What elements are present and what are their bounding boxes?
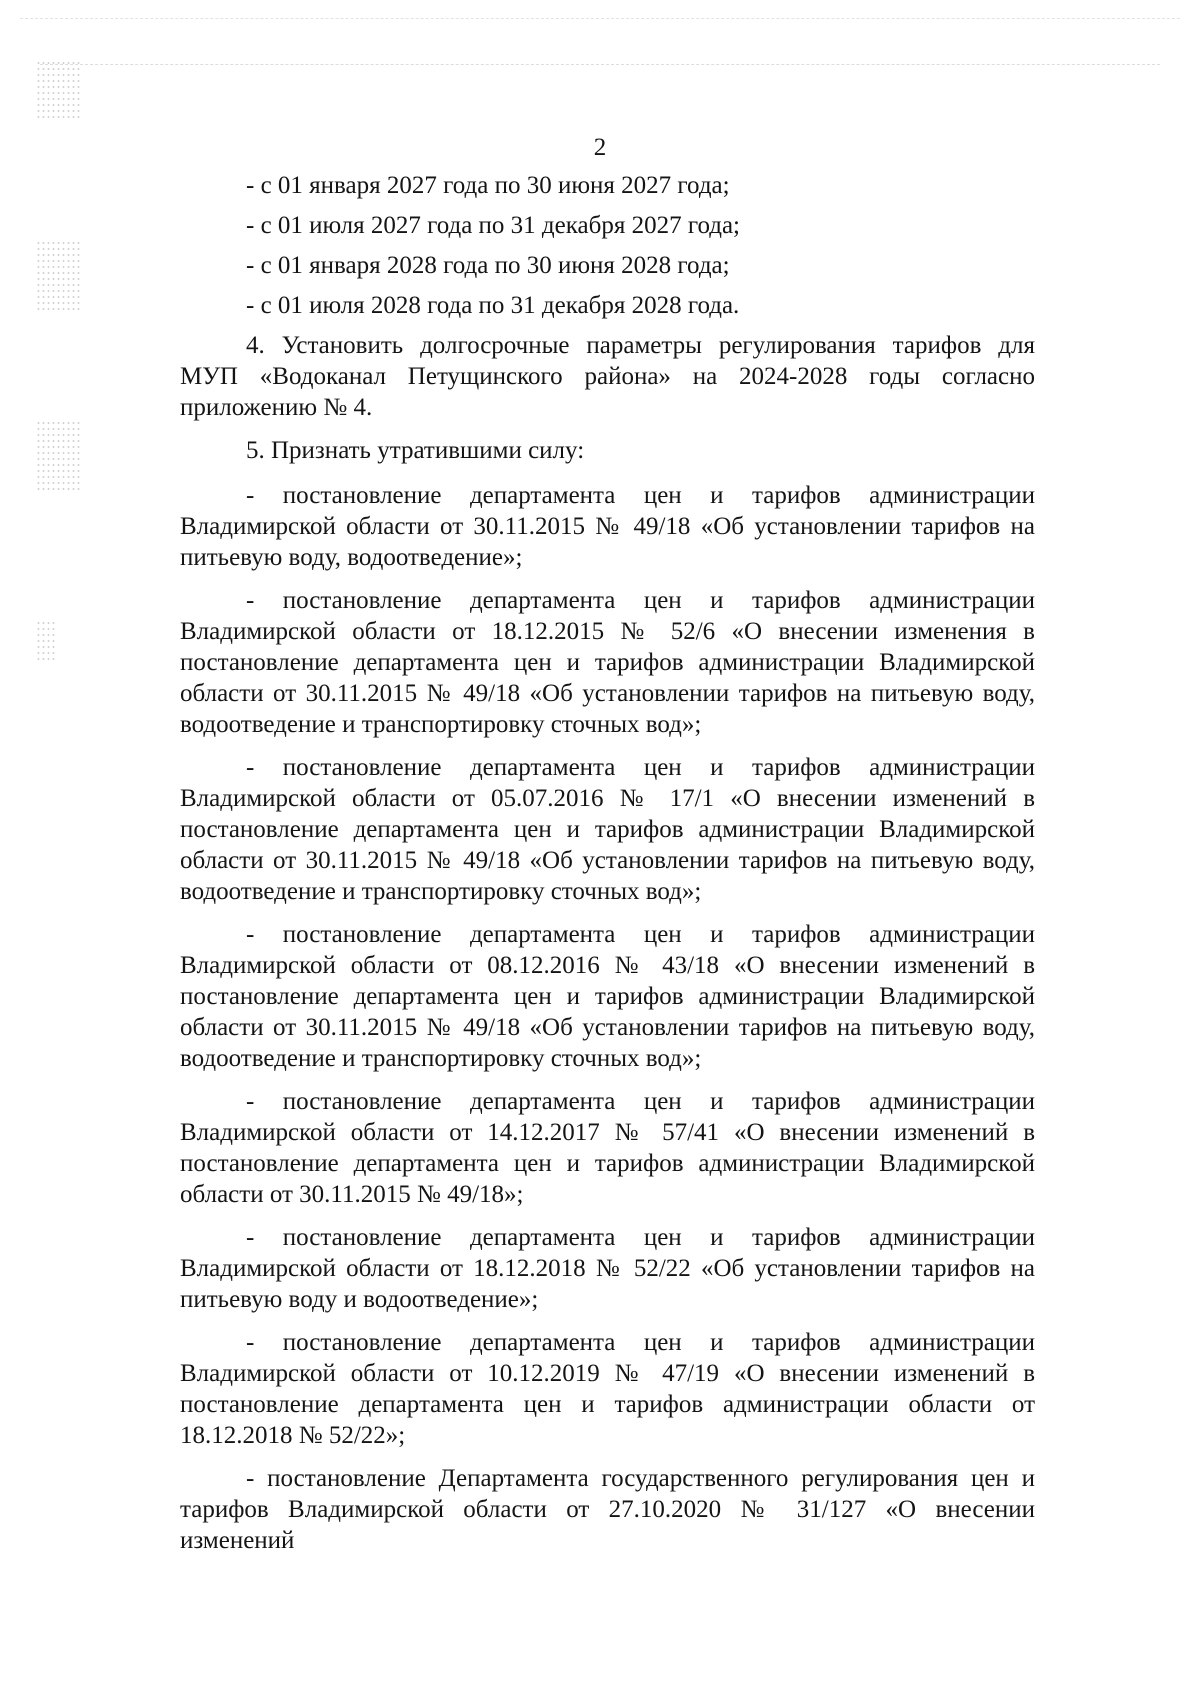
page-number: 2	[593, 134, 607, 161]
repealed-item-1: - постановление департамента цен и тарифов администрации Владимирской области от 30.11.2015 № 49/18 «Об установлении тарифов на питьевую воду, водоотведение»;	[180, 482, 1035, 571]
scan-speckles-1	[36, 60, 80, 120]
repealed-list	[180, 480, 1035, 1556]
repealed-item-7: - постановление департамента цен и тарифов администрации Владимирской области от 10.12.2019 № 47/19 «О внесении изменений в постановление департамента цен и тарифов администрации области от 18.12.2018 № 52/22»;	[180, 1329, 1035, 1449]
repealed-item-3: - постановление департамента цен и тарифов администрации Владимирской области от 05.07.2016 № 17/1 «О внесении изменений в постановление департамента цен и тарифов администрации Владимирской области от 30.11.2015 № 49/18 «Об установлении тарифов на питьевую воду, водоотведение и транспортировку сточных вод»;	[180, 754, 1035, 905]
clause-4: 4. Установить долгосрочные параметры регулирования тарифов для МУП «Водоканал Петущинского района» на 2024-2028 годы согласно приложению № 4.	[180, 332, 1035, 421]
period-item-3: - с 01 января 2028 года по 30 июня 2028 года;	[246, 252, 730, 279]
period-list	[180, 170, 1035, 321]
scan-speckles-2	[36, 240, 80, 310]
clause-5-heading: 5. Признать утратившими силу:	[246, 437, 585, 464]
repealed-item-5: - постановление департамента цен и тарифов администрации Владимирской области от 14.12.2017 № 57/41 «О внесении изменений в постановление департамента цен и тарифов администрации Владимирской области от 30.11.2015 № 49/18»;	[180, 1088, 1035, 1208]
period-item-1: - с 01 января 2027 года по 30 июня 2027 года;	[246, 172, 730, 199]
period-item-4: - с 01 июля 2028 года по 31 декабря 2028 года.	[246, 292, 740, 319]
repealed-item-6: - постановление департамента цен и тарифов администрации Владимирской области от 18.12.2018 № 52/22 «Об установлении тарифов на питьевую воду и водоотведение»;	[180, 1224, 1035, 1313]
period-item-2: - с 01 июля 2027 года по 31 декабря 2027 года;	[246, 212, 741, 239]
scan-artifact-top	[20, 18, 1180, 19]
repealed-item-4: - постановление департамента цен и тарифов администрации Владимирской области от 08.12.2016 № 43/18 «О внесении изменений в постановление департамента цен и тарифов администрации Владимирской области от 30.11.2015 № 49/18 «Об установлении тарифов на питьевую воду, водоотведение и транспортировку сточных вод»;	[180, 921, 1035, 1072]
scan-speckles-4	[36, 620, 56, 660]
document-body	[180, 170, 1035, 1556]
scan-artifact-line	[40, 64, 1160, 65]
repealed-item-8: - постановление Департамента государственного регулирования цен и тарифов Владимирской области от 27.10.2020 № 31/127 «О внесении изменений	[180, 1465, 1035, 1554]
repealed-item-2: - постановление департамента цен и тарифов администрации Владимирской области от 18.12.2015 № 52/6 «О внесении изменения в постановление департамента цен и тарифов администрации Владимирской области от 30.11.2015 № 49/18 «Об установлении тарифов на питьевую воду, водоотведение и транспортировку сточных вод»;	[180, 587, 1035, 738]
scan-speckles-3	[36, 420, 80, 490]
